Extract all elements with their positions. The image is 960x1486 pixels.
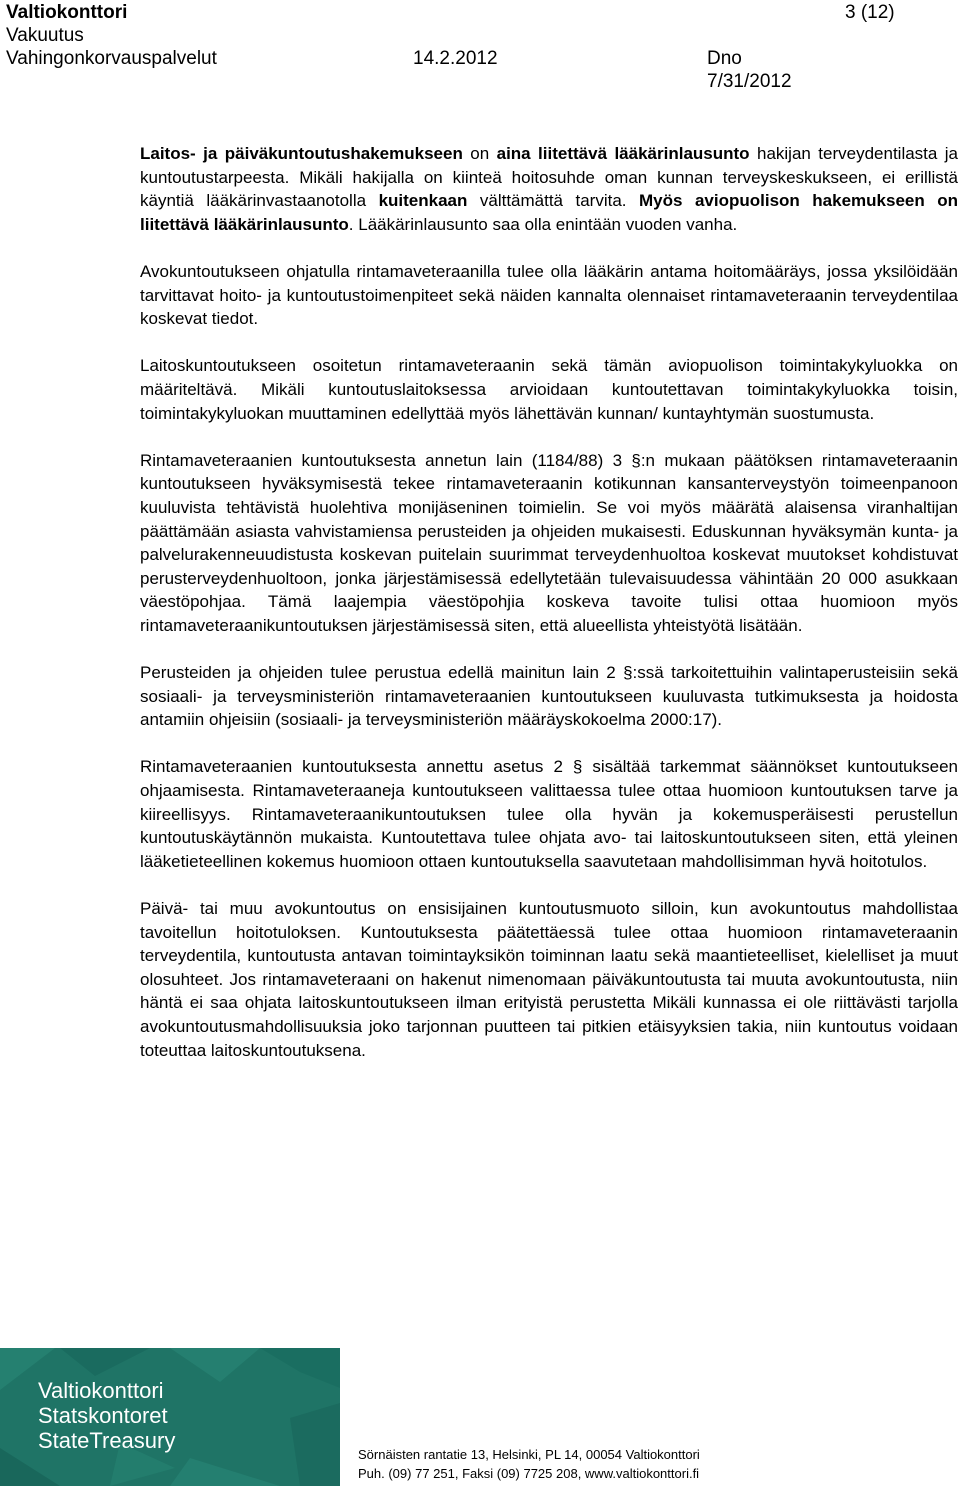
- p1-bold-e: kuitenkaan: [378, 191, 468, 211]
- paragraph-7: Päivä- tai muu avokuntoutus on ensisijainen kuntoutusmuoto silloin, kun avokuntoutus mahdollistaa tavoitellun hoitotuloksen. Kuntoutuksesta päätettäessä tulee ottaa huomioon rintamaveteraanin terveydentila, kuntoutusta antavan toimintayksikön toiminnan laatu sekä maantieteelliset, kielelliset ja muut olosuhteet. Jos rintamaveteraani on hakenut nimenomaan päiväkuntoutusta tai muuta avokuntoutusta, niin häntä ei saa ohjata laitoskuntoutukseen ilman erityistä perustetta Mikäli kunnassa ei ole riittävästi tarjolla avokuntoutusmahdollisuuksia joko tarjonnan puutteen tai pitkien etäisyyksien takia, niin kuntoutus voidaan toteuttaa laitoskuntoutuksena.: [140, 899, 958, 1060]
- logo-wordmark: [38, 1378, 175, 1453]
- p1-text-f: välttämättä tarvita.: [467, 191, 640, 211]
- p1-bold-c: aina liitettävä lääkärinlausunto: [496, 144, 750, 163]
- logo-line-3: StateTreasury: [38, 1428, 176, 1453]
- p1-text-h: . Lääkärinlausunto saa olla enintään vuoden vanha.: [348, 214, 738, 234]
- paragraph-6: Rintamaveteraanien kuntoutuksesta annettu asetus 2 § sisältää tarkemmat säännökset kuntoutukseen ohjaamisesta. Rintamaveteraaneja kuntoutukseen valittaessa tulee ottaa huomioon kuntoutuksen tarve ja kiireellisyys. Rintamaveteraanikuntoutuksen tulee olla hyvän ja kokemusperäisesti perustellun kuntoutuskäytännön mukaista. Kuntoutettava tulee ohjata avo- tai laitoskuntoutukseen siten, että yleinen lääketieteellinen kokemus huomioon ottaen kuntoutuksella saavutetaan mahdollisimman hyvä hoitotulos.: [140, 757, 958, 871]
- paragraph-4: Rintamaveteraanien kuntoutuksesta annetun lain (1184/88) 3 §:n mukaan päätöksen rintamaveteraanin kuntoutukseen hyväksymisestä tekee rintamaveteraanin kotikunnan kansanterveystyön toimeenpanoon kuuluvista tehtävistä huolehtiva monijäseninen toimielin. Se voi myös määrätä alaisensa viranhaltijan päättämään asiasta vahvistamiensa perusteiden ja ohjeiden mukaisesti. Eduskunnan hyväksymän kunta- ja palvelurakenneuudistusta koskevan puitelain suurimmat terveydenhuoltoa koskevat muutokset kohdistuvat perusterveydenhuoltoon, jonka järjestämisessä edellytetään tulevaisuudessa vähintään 20 000 asukkaan väestöpohjaa. Tämä laajempia väestöpohjia koskeva tavoite tulisi ottaa huomioon myös rintamaveteraanikuntoutuksen järjestämisessä siten, että alueellista yhteistyötä lisätään.: [140, 450, 958, 635]
- document-footer: [358, 1445, 700, 1483]
- header-org: Valtiokonttori: [6, 2, 128, 23]
- paragraph-3: Laitoskuntoutukseen osoitetun rintamaveteraanin sekä tämän aviopuolison toimintakykyluokka on määriteltävä. Mikäli kuntoutuslaitoksessa arvioidaan kuntoutettavan toimintakykyluokka toisin, toimintakykyluokan muuttaminen edellyttää myös lähettävän kunnan/ kuntayhtymän suostumusta.: [140, 356, 958, 423]
- paragraph-1: [140, 142, 958, 236]
- p1-text-b: on: [462, 144, 497, 163]
- header-department: Vahingonkorvauspalvelut: [6, 48, 217, 69]
- p1-bold-g: Myös aviopuolison hakemukseen on liitettävä lääkärinlausunto: [140, 191, 958, 234]
- p1-text-d: hakijan terveydentilasta ja kuntoutustarpeesta. Mikäli hakijalla on kiinteä hoitosuhde oman kunnan terveyskeskukseen, ei erillistä käyntiä lääkärinvastaanotolla: [140, 144, 959, 211]
- paragraph-5: Perusteiden ja ohjeiden tulee perustua edellä mainitun lain 2 §:ssä tarkoitettuihin valintaperusteisiin sekä sosiaali- ja terveysministeriön rintamaveteraanien kuntoutukseen kuuluvasta tutkimuksesta ja hoidosta antamiin ohjeisiin (sosiaali- ja terveysministeriön määräyskokoelma 2000:17).: [140, 663, 958, 730]
- document-body: [140, 142, 958, 1086]
- footer-contact: Puh. (09) 77 251, Faksi (09) 7725 208, www.valtiokonttori.fi: [358, 1466, 700, 1481]
- valtiokonttori-logo: [0, 1348, 340, 1486]
- header-unit: Vakuutus: [6, 25, 84, 46]
- p1-bold-a: Laitos- ja päiväkuntoutushakemukseen: [140, 144, 463, 163]
- header-date: 14.2.2012: [413, 48, 498, 69]
- footer-address: Sörnäisten rantatie 13, Helsinki, PL 14, 00054 Valtiokonttori: [358, 1447, 700, 1462]
- header-dno-label: Dno: [707, 48, 742, 69]
- logo-line-1: Valtiokonttori: [38, 1378, 164, 1403]
- logo-line-2: Statskontoret: [38, 1403, 168, 1428]
- header-date-secondary: 7/31/2012: [707, 71, 792, 92]
- paragraph-2: Avokuntoutukseen ohjatulla rintamaveteraanilla tulee olla lääkärin antama hoitomääräys, jossa yksilöidään tarvittavat hoito- ja kuntoutustoimenpiteet sekä näiden kannalta olennaiset rintamaveteraanin terveydentilaa koskevat tiedot.: [140, 261, 958, 329]
- page-number: 3 (12): [845, 2, 895, 23]
